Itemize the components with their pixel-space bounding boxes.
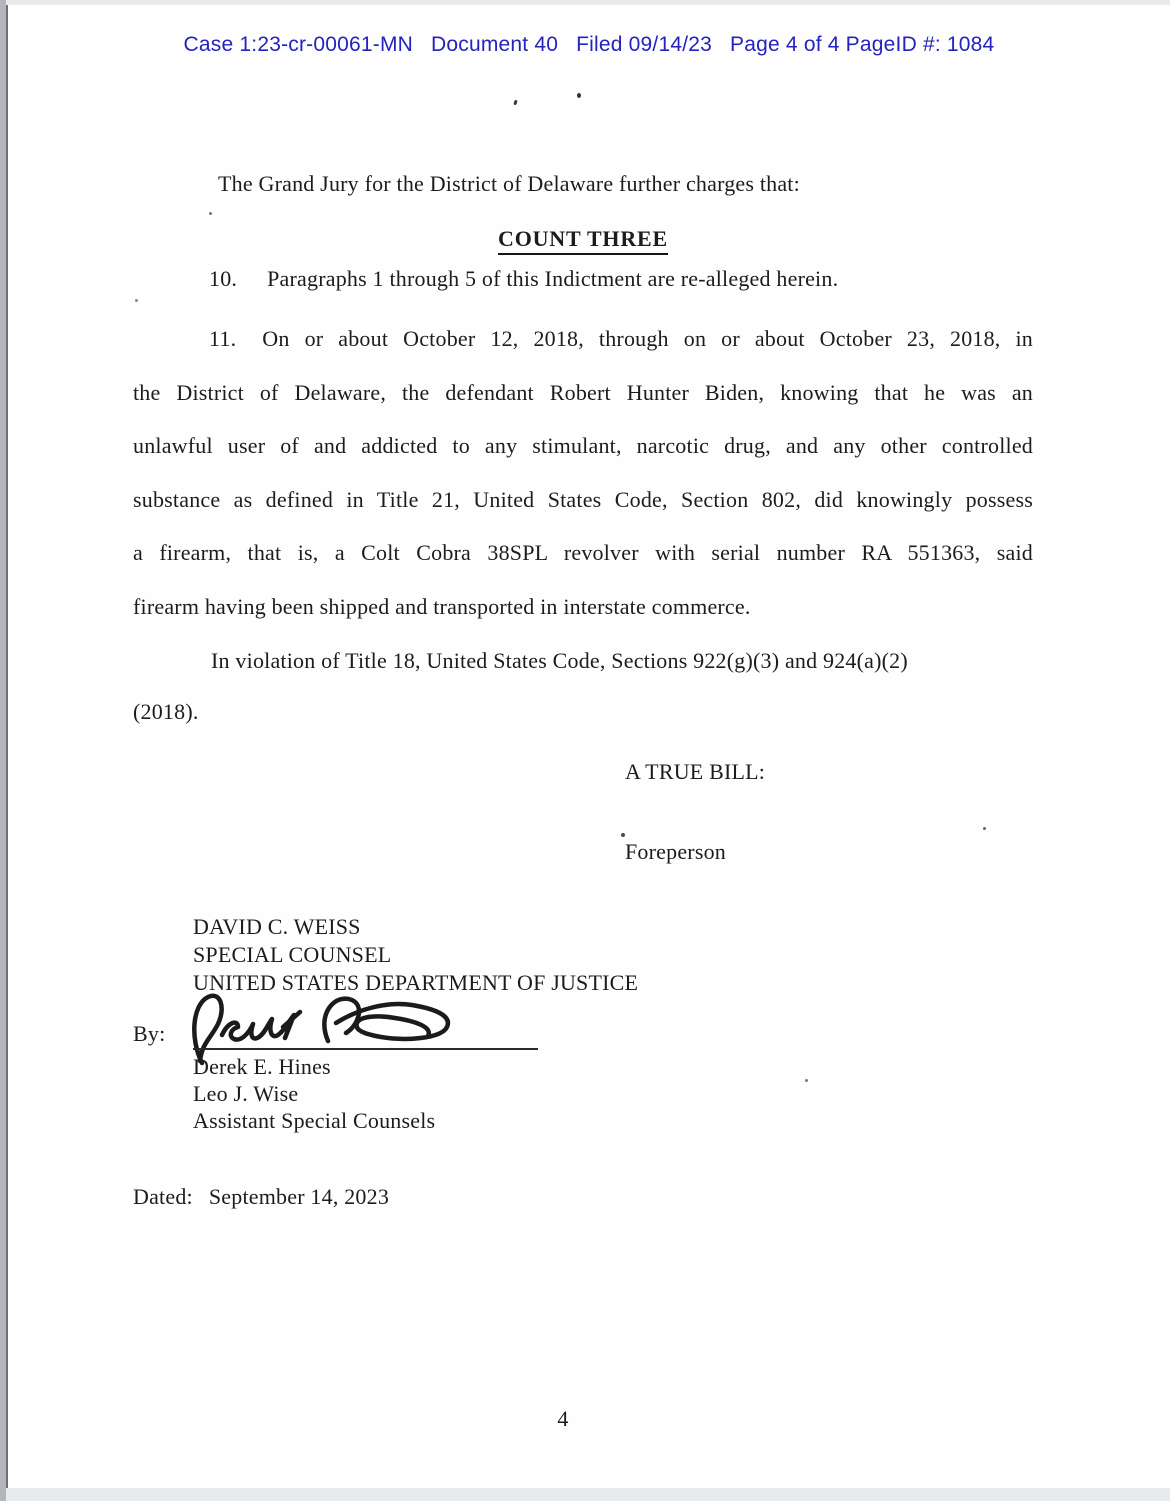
paragraph-10-text: Paragraphs 1 through 5 of this Indictment are re-alleged herein. [267, 266, 839, 291]
count-three-heading: COUNT THREE [498, 226, 668, 255]
dated-label: Dated: [133, 1184, 193, 1209]
scan-speck [513, 100, 517, 106]
paragraph-11-line: substance as defined in Title 21, United States Code, Section 802, did knowingly possess [133, 486, 1033, 512]
paragraph-11 [133, 312, 1033, 634]
scan-speck [209, 212, 212, 215]
scan-speck [621, 833, 625, 837]
paragraph-11-line-text: On or about October 12, 2018, through on or about October 23, 2018, in [262, 326, 1033, 351]
paragraph-10-number: 10. [209, 266, 238, 291]
signature-line [193, 1048, 538, 1050]
signer-name-2: Leo J. Wise [193, 1081, 299, 1106]
scan-speck [805, 1079, 808, 1082]
paragraph-11-line: unlawful user of and addicted to any stimulant, narcotic drug, and any other controlled [133, 433, 1033, 459]
signer-name-1: Derek E. Hines [193, 1054, 331, 1079]
stamp-page-id: Page 4 of 4 PageID #: 1084 [730, 33, 995, 56]
foreperson-label: Foreperson [625, 839, 726, 864]
paragraph-10 [133, 266, 1033, 292]
counsel-title: SPECIAL COUNSEL [193, 942, 392, 967]
count-heading-wrap [133, 226, 1033, 255]
scan-speck [135, 299, 138, 302]
stamp-filed-date: Filed 09/14/23 [576, 33, 713, 56]
dated-value: September 14, 2023 [208, 1184, 390, 1209]
counsel-name: DAVID C. WEISS [193, 914, 361, 939]
violation-clause-line1: In violation of Title 18, United States Code, Sections 922(g)(3) and 924(a)(2) [211, 648, 908, 673]
true-bill-label: A TRUE BILL: [625, 759, 766, 784]
page-number: 4 [557, 1406, 569, 1431]
scan-speck [983, 827, 986, 830]
paragraph-11-line: the District of Delaware, the defendant Robert Hunter Biden, knowing that he was an [133, 379, 1033, 405]
scan-speck [577, 93, 581, 98]
dated-line [133, 1184, 389, 1210]
stamp-document-number: Document 40 [431, 33, 559, 56]
stamp-case-number: Case 1:23-cr-00061-MN [183, 33, 414, 56]
by-label: By: [133, 1021, 166, 1046]
signers-title: Assistant Special Counsels [193, 1108, 436, 1133]
intro-paragraph: The Grand Jury for the District of Delaware further charges that: [218, 171, 800, 196]
paragraph-11-line: a firearm, that is, a Colt Cobra 38SPL revolver with serial number RA 551363, said [133, 540, 1033, 566]
signers-block [193, 1053, 435, 1134]
paragraph-11-number: 11. [209, 326, 237, 351]
paragraph-11-line: firearm having been shipped and transported in interstate commerce. [133, 593, 751, 619]
paragraph-11-line [133, 312, 1033, 366]
ecf-header-stamp [8, 33, 1170, 57]
violation-clause-line2: (2018). [133, 699, 199, 724]
counsel-org: UNITED STATES DEPARTMENT OF JUSTICE [193, 970, 639, 995]
counsel-block [193, 913, 638, 997]
document-page [6, 5, 1170, 1488]
